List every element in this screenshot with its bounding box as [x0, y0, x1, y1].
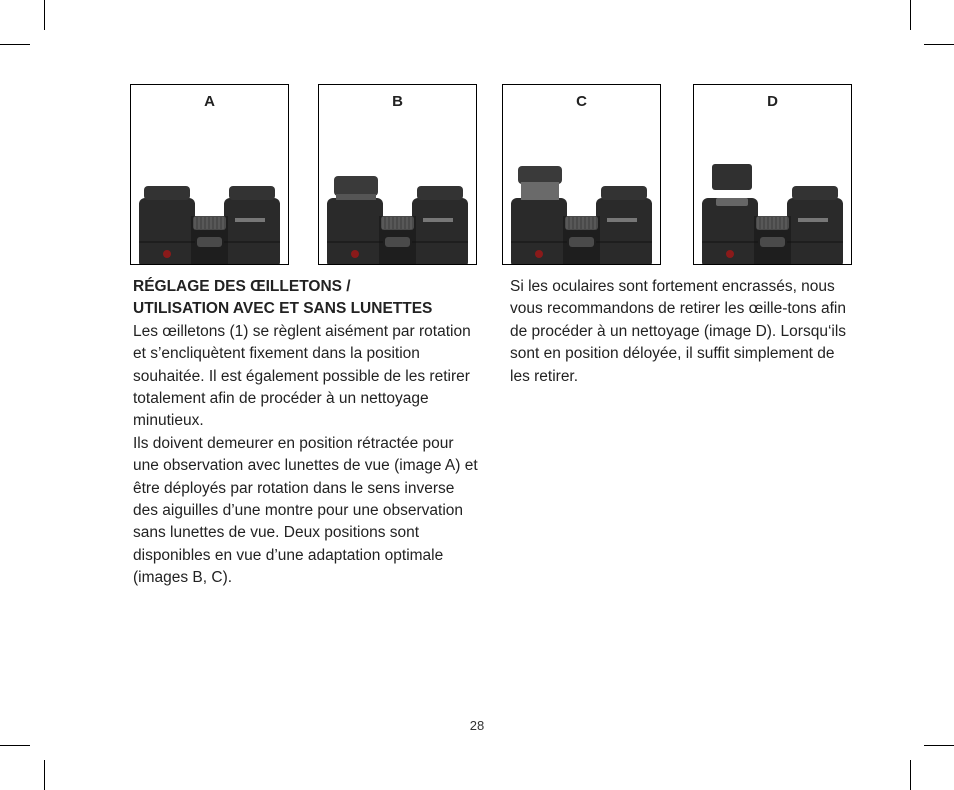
crop-mark	[44, 760, 45, 790]
focus-wheel	[381, 216, 414, 230]
logo-dot	[351, 250, 359, 258]
figure-label: C	[576, 93, 587, 110]
left-eyecup-stem	[336, 194, 376, 200]
right-barrel	[787, 198, 843, 264]
section-heading	[133, 276, 478, 321]
crop-mark	[0, 44, 30, 45]
figure-label: D	[767, 93, 778, 110]
crop-mark	[44, 0, 45, 30]
diopter-ring	[569, 237, 594, 247]
figure-label: A	[204, 93, 215, 110]
figure-label: B	[392, 93, 403, 110]
heading-line-1: RÉGLAGE DES ŒILLETONS /	[133, 278, 351, 295]
left-column	[133, 276, 478, 590]
model-label	[423, 218, 453, 222]
crop-mark	[924, 44, 954, 45]
body-paragraph: Si les oculaires sont fortement encrassés, nous vous recommandons de retirer les œille-tons afin de procéder à un nettoyage (image D). Lorsqu‘ils sont en position déloyée, il suffit simplement de les retirer.	[510, 278, 847, 385]
crop-mark	[910, 0, 911, 30]
left-eyecup	[144, 186, 190, 200]
right-column	[510, 276, 855, 388]
figure-b	[318, 84, 477, 265]
right-barrel	[224, 198, 280, 264]
crop-mark	[910, 760, 911, 790]
focus-wheel	[565, 216, 598, 230]
logo-dot	[163, 250, 171, 258]
left-eyecup	[518, 166, 562, 184]
body-paragraph: Les œilletons (1) se règlent aisément par rotation et s’encliquètent fixement dans la position souhaitée. Il est également possible de les retirer totalement afin de procéder à un nettoyage minutieux.	[133, 322, 471, 430]
figure-c	[502, 84, 661, 265]
binocular-image	[319, 164, 476, 264]
crop-mark	[0, 745, 30, 746]
body-paragraph: Ils doivent demeurer en position rétractée pour une observation avec lunettes de vue (image A) et être déployés par rotation dans le sens inverse des aiguilles d’une montre pour une observation sans lunettes de vue. Deux positions sont disponibles en vue d’une adaptation optimale (images B, C).	[133, 434, 478, 587]
focus-wheel	[193, 216, 226, 230]
right-eyecup	[417, 186, 463, 200]
model-label	[798, 218, 828, 222]
diopter-ring	[760, 237, 785, 247]
logo-dot	[726, 250, 734, 258]
right-eyecup	[792, 186, 838, 200]
eyepiece-thread	[716, 198, 748, 206]
page-number: 28	[469, 718, 485, 733]
figure-d	[693, 84, 852, 265]
focus-wheel	[756, 216, 789, 230]
right-barrel	[412, 198, 468, 264]
model-label	[607, 218, 637, 222]
right-barrel	[596, 198, 652, 264]
diopter-ring	[385, 237, 410, 247]
binocular-image	[503, 164, 660, 264]
binocular-image	[131, 164, 288, 264]
crop-mark	[924, 745, 954, 746]
right-eyecup	[601, 186, 647, 200]
model-label	[235, 218, 265, 222]
left-eyecup-stem	[521, 182, 559, 200]
logo-dot	[535, 250, 543, 258]
detached-eyecup	[712, 164, 752, 190]
diopter-ring	[197, 237, 222, 247]
right-eyecup	[229, 186, 275, 200]
figure-a	[130, 84, 289, 265]
binocular-image	[694, 164, 851, 264]
left-eyecup	[334, 176, 378, 196]
heading-line-2: UTILISATION AVEC ET SANS LUNETTES	[133, 300, 433, 318]
